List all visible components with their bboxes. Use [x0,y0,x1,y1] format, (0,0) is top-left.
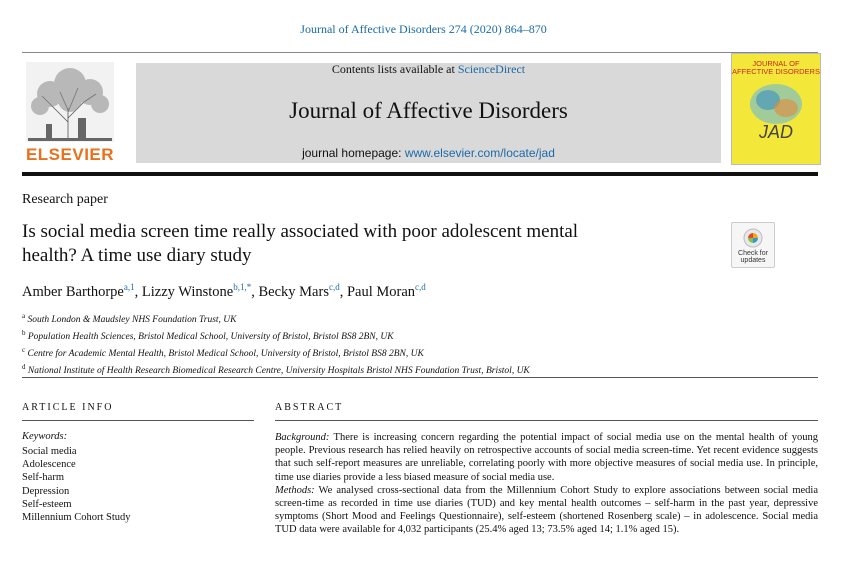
contents-line [136,62,721,77]
keywords-label: Keywords: [22,431,68,442]
affiliation-mark: a [22,312,26,320]
article-info-heading: ARTICLE INFO [22,402,114,413]
affiliation-text: Population Health Sciences, Bristol Medical School, University of Bristol, Bristol BS8 2BN, UK [27,332,394,343]
author-name[interactable]: Paul Moran [346,283,416,300]
journal-title: Journal of Affective Disorders [289,98,568,123]
journal-cover[interactable] [731,53,821,165]
keywords-list [22,445,131,524]
affiliation-text: National Institute of Health Research Biomedical Research Centre, University Hospitals Bristol NHS Foundation Trust, Bristol, UK [27,366,530,377]
affiliations [22,310,530,379]
check-updates-button[interactable] [731,222,775,268]
abstract-heading: ABSTRACT [275,402,344,413]
elsevier-wordmark: ELSEVIER [25,145,115,164]
cover-brain-art [746,78,806,128]
article-type: Research paper [22,192,108,207]
keyword: Millennium Cohort Study [22,512,131,524]
keyword: Adolescence [22,459,76,471]
keyword: Depression [22,485,70,497]
background-label: Background: [275,432,330,443]
author-list: Amber Barthorpe$^{a,1}$, Lizzy Winstone$^{b,1,*}$, Becky Mars$^{c,d}$, Paul Moran$^{c,d}$ [22,282,426,300]
author-marks[interactable]: c,d [328,282,340,292]
author-name[interactable]: Lizzy Winstone [141,283,234,300]
affiliation-mark: d [22,363,26,372]
header-thick-rule [22,172,818,176]
check-updates-label: Check for updates [738,250,768,264]
keyword: Self-esteem [22,498,72,510]
homepage-prefix: journal homepage: [302,146,402,160]
affiliation-text: Centre for Academic Mental Health, Bristol Medical School, University of Bristol, Bristol BS8 2BN, UK [27,349,424,360]
author-marks[interactable]: b,1,* [233,282,252,292]
affiliation-mark: c [22,346,26,355]
affiliation [22,327,530,344]
abstract-body [275,431,818,537]
affiliation [22,310,530,327]
abstract-rule [275,420,818,421]
author-marks[interactable]: c,d [415,282,426,292]
cover-abbrev: JAD [758,122,793,142]
affiliation [22,344,530,361]
homepage-line [136,146,721,160]
header-divider [22,52,818,53]
cover-title: JOURNAL OF AFFECTIVE DISORDERS [732,59,820,76]
sciencedirect-link[interactable]: ScienceDirect [457,62,526,76]
journal-citation[interactable]: Journal of Affective Disorders 274 (2020) 864–870 [300,22,547,36]
section-divider [22,377,818,378]
keyword: Self-harm [22,472,64,484]
affiliation-mark: b [22,329,26,338]
abstract-background [275,431,818,484]
article-info-rule [22,420,254,421]
paper-title-line-1: Is social media screen time really associated with poor adolescent mental [22,221,579,242]
abstract-methods [275,484,818,537]
homepage-link[interactable]: www.elsevier.com/locate/jad [404,146,555,160]
affiliation-text: South London & Maudsley NHS Foundation Trust, UK [27,315,237,326]
background-text: There is increasing concern regarding the potential impact of social media use on the mental health of young people. Previous research has relied heavily on retrospective accounts of social media screen-time. Yet recent evidence suggests that such self-report measures are unreliable, correlating poorly with more objective measures of social media use. In principle, time use diaries provide a less biased measure of social media use. [275,432,818,483]
contents-prefix: Contents lists available at [331,62,455,76]
author-marks[interactable]: a,1 [123,282,135,292]
methods-label: Methods: [275,484,315,496]
check-updates-icon [743,227,763,249]
author-name[interactable]: Becky Mars [258,283,329,300]
author-name[interactable]: Amber Barthorpe [22,283,124,300]
paper-title-line-2: health? A time use diary study [22,245,252,266]
paper-title [22,220,712,268]
keyword: Social media [22,446,77,457]
methods-text: We analysed cross-sectional data from the Millennium Cohort Study to explore associations between social media screen-time as recorded in time use diaries (TUD) and key mental health outcomes – self-harm in the past year, depressive symptoms (Short Mood and Feelings Questionnaire), self-esteem (shortened Rosenberg scale) – in adolescence. Social media TUD data were available for 4,032 participants (25.4% aged 13; 73.5% aged 14; 1.1% aged 15). [275,484,818,536]
